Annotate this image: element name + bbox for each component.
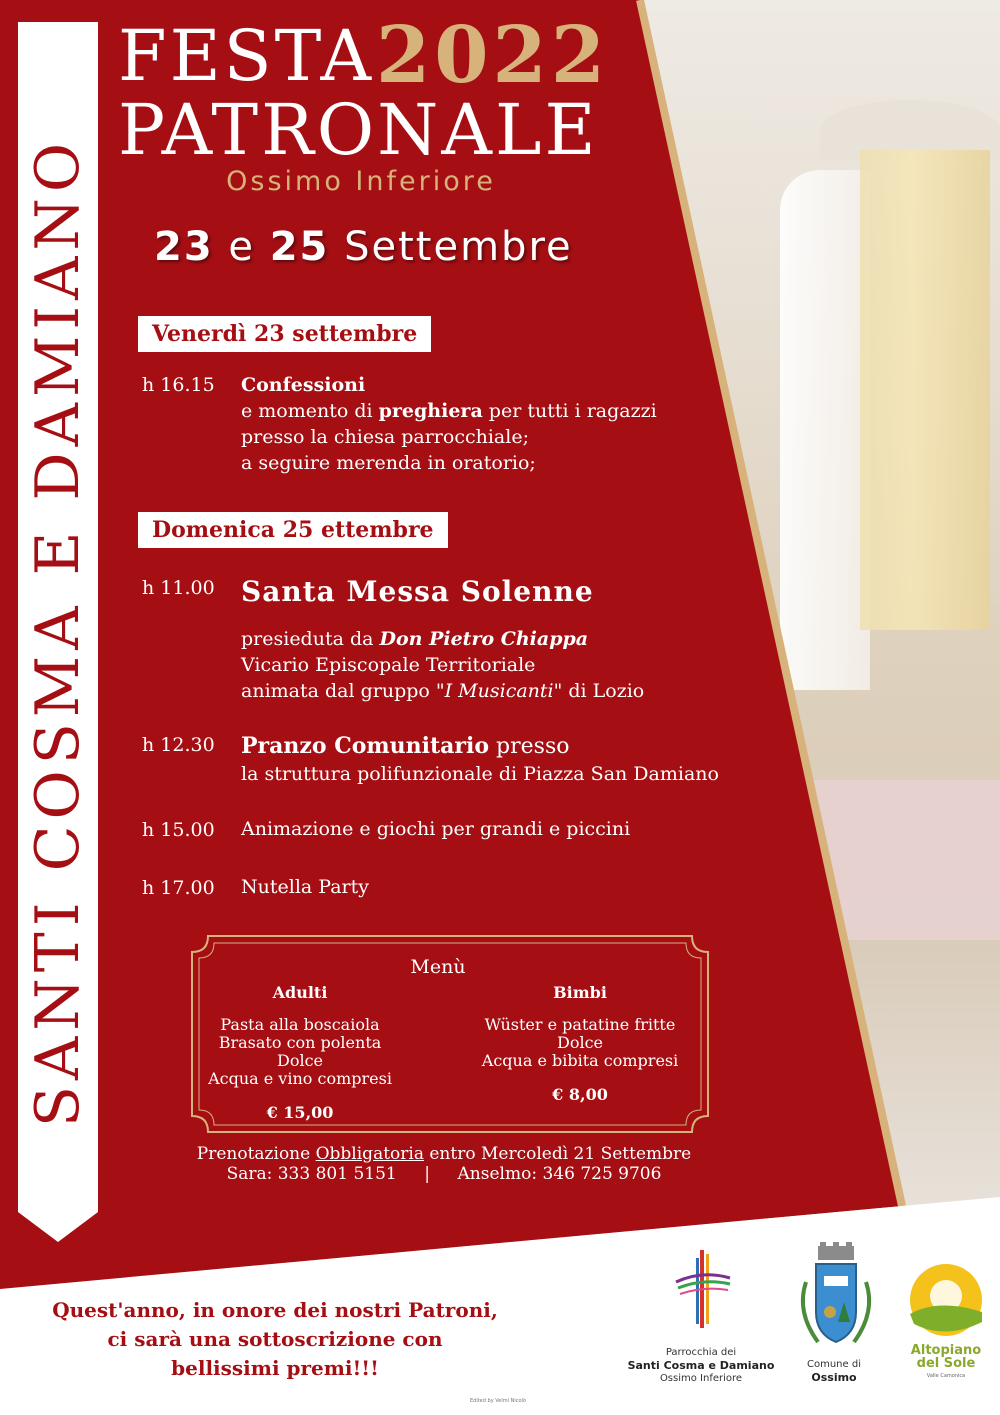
mass-group: I Musicanti <box>444 680 554 702</box>
menu-adults-heading: Adulti <box>272 983 328 1002</box>
mass-line2: Vicario Episcopale Territoriale <box>241 654 536 676</box>
parish-label-line3: Ossimo Inferiore <box>659 1373 743 1384</box>
lunch-line2: la struttura polifunzionale di Piazza San Damiano <box>241 763 719 785</box>
title-year: 2022 <box>376 10 610 101</box>
menu-item: Dolce <box>556 1033 603 1052</box>
friday-line2: presso la chiesa parrocchiale; <box>241 426 529 448</box>
party-description: Nutella Party <box>241 876 369 898</box>
booking-post: entro Mercoledì 21 Settembre <box>423 1144 692 1164</box>
menu-item: Dolce <box>276 1051 323 1070</box>
date-day1: 23 <box>154 224 214 270</box>
comune-label-line2: Ossimo <box>811 1371 857 1384</box>
mass-line1-pre: presieduta da <box>241 628 380 650</box>
comune-label <box>786 1358 882 1384</box>
booking-pre: Prenotazione <box>196 1144 316 1164</box>
time-mass: h 11.00 <box>142 577 215 599</box>
credit-text: Edited by Velmi Nicolò <box>470 1398 526 1404</box>
friday-line1-pre: e momento di <box>241 400 379 422</box>
mass-line3-pre: animata dal gruppo " <box>241 680 445 702</box>
parish-label <box>620 1346 782 1385</box>
banner-title: SANTI COSMA E DAMIANO <box>23 136 93 1128</box>
time-party: h 17.00 <box>142 877 215 899</box>
time-games: h 15.00 <box>142 819 215 841</box>
menu-kids <box>460 984 700 1104</box>
lunch-description <box>241 732 719 787</box>
prize-line3: bellissimi premi!!! <box>171 1356 379 1380</box>
friday-line3: a seguire merenda in oratorio; <box>241 452 536 474</box>
prize-line2: ci sarà una sottoscrizione con <box>107 1327 443 1351</box>
friday-description <box>241 372 657 476</box>
parish-label-line1: Parrocchia dei <box>665 1347 737 1358</box>
date-conj: e <box>228 224 255 270</box>
friday-line1-post: per tutti i ragazzi <box>482 400 657 422</box>
date-month: Settembre <box>344 224 573 270</box>
comune-coat-of-arms-icon <box>788 1242 884 1354</box>
menu-item: Acqua e vino compresi <box>208 1069 392 1088</box>
heading-friday: Venerdì 23 settembre <box>138 316 431 352</box>
contact-anselmo: Anselmo: 346 725 9706 <box>457 1164 662 1184</box>
time-lunch: h 12.30 <box>142 734 215 756</box>
parish-label-line2: Santi Cosma e Damiano <box>627 1359 775 1372</box>
comune-label-line1: Comune di <box>807 1359 861 1370</box>
altopiano-label <box>904 1344 988 1383</box>
menu-title: Menù <box>410 956 466 978</box>
altopiano-line3: Valle Camonica <box>926 1373 966 1379</box>
booking-info <box>164 1144 724 1184</box>
menu-kids-price: € 8,00 <box>552 1085 608 1104</box>
games-description: Animazione e giochi per grandi e piccini <box>241 818 631 840</box>
lunch-title-post: presso <box>489 734 570 759</box>
date-day2: 25 <box>269 224 330 270</box>
time-friday: h 16.15 <box>142 374 215 396</box>
altopiano-sun-logo <box>908 1262 984 1338</box>
mass-line3-post: " di Lozio <box>553 680 645 702</box>
altopiano-line1: Altopiano <box>910 1343 982 1358</box>
menu-kids-heading: Bimbi <box>553 983 607 1002</box>
menu-adults <box>180 984 420 1122</box>
mass-celebrant: Don Pietro Chiappa <box>379 628 589 650</box>
menu-item: Brasato con polenta <box>218 1033 382 1052</box>
menu-item: Wüster e patatine fritte <box>484 1015 676 1034</box>
lunch-title: Pranzo Comunitario <box>241 733 490 759</box>
contact-sara: Sara: 333 801 5151 <box>226 1164 397 1184</box>
menu-item: Pasta alla boscaiola <box>220 1015 380 1034</box>
booking-mandatory: Obbligatoria <box>315 1144 424 1164</box>
mass-description <box>241 574 644 704</box>
heading-sunday: Domenica 25 ettembre <box>138 512 448 548</box>
friday-title: Confessioni <box>241 374 366 396</box>
parish-cross-logo <box>672 1248 734 1332</box>
prize-announcement <box>20 1296 530 1383</box>
altopiano-line2: del Sole <box>916 1356 976 1371</box>
event-dates <box>154 224 573 270</box>
title-festa: FESTA <box>118 15 375 97</box>
contact-separator: | <box>424 1164 430 1184</box>
menu-item: Acqua e bibita compresi <box>481 1051 679 1070</box>
menu-adults-price: € 15,00 <box>266 1103 334 1122</box>
mass-title: Santa Messa Solenne <box>241 575 594 608</box>
subtitle-location: Ossimo Inferiore <box>226 166 496 197</box>
friday-line1-bold: preghiera <box>378 400 483 422</box>
title-patronale: PATRONALE <box>118 89 599 171</box>
prize-line1: Quest'anno, in onore dei nostri Patroni, <box>52 1298 498 1322</box>
